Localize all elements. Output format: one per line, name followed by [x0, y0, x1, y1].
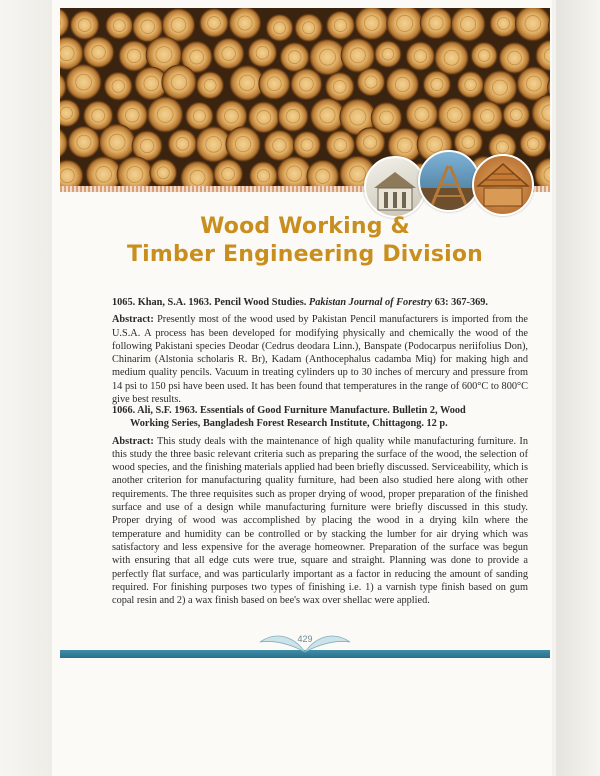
- entry-abstract: [112, 313, 528, 406]
- journal-name: Pakistan Journal of Forestry: [308, 297, 433, 308]
- entry-citation: [112, 404, 528, 431]
- thumbnail-timber-frame-image: [418, 150, 480, 212]
- citation-continuation: Working Series, Bangladesh Forest Research Institute, Chittagong. 12 p.: [130, 418, 448, 430]
- division-title-line2: Timber Engineering Division: [126, 242, 484, 267]
- citation-text: 1066. Ali, S.F. 1963. Essentials of Good Furniture Manufacture. Bulletin 2, Wood: [112, 405, 466, 416]
- page-footer: [60, 628, 550, 662]
- abstract-label: Abstract:: [112, 435, 154, 447]
- page-left-margin: [0, 0, 52, 776]
- abstract-entry-1066: [112, 404, 528, 607]
- header-banner-image: [60, 8, 550, 186]
- page-number: 429: [297, 634, 313, 644]
- thumbnail-building-image: [364, 156, 426, 218]
- thumbnail-wood-roof-image: [472, 154, 534, 216]
- entry-abstract: [112, 435, 528, 608]
- abstract-label: Abstract:: [112, 314, 154, 326]
- citation-text: 1065. Khan, S.A. 1963. Pencil Wood Studies.: [112, 297, 309, 308]
- abstract-text: This study deals with the maintenance of high quality while manufacturing furniture. In this study the three basic relevant criteria such as preparing the surface of the wood, the selection of wood species, and the finishing materials applied had been briefly discussed. Serviceability, which is another criterion for manufacturing quality furniture, had been also studied here along with other requirements. The three requisites such as proper drying of wood, proper preparation of the finished surface and use of a design while manufacturing furniture were briefly discussed in this study. Proper drying of wood was accomplished by placing the wood in a drying kiln where the temperature and humidity can be controlled or by stacking the lumber for air drying which was satisfactory and less expensive for the average homeowner. Preparation of the surface was begun with ensuring that all edge cuts were true, square and straight. Planning was done to provide a perfectly flat surface, and was particularly important as a factor in reducing the amount of sanding required. For finishing purposes two types of finishing i.e. 1) a varnish type finish based on gum copal resin and 2) a wax finish based on bee's wax over shellac were applied.: [112, 435, 528, 607]
- abstract-entry-1065: [112, 296, 528, 406]
- entry-citation: [112, 296, 528, 309]
- citation-volume-pages: 63: 367-369.: [432, 297, 488, 308]
- division-title-line1: Wood Working &: [200, 214, 410, 239]
- page-right-margin: [556, 0, 600, 776]
- stacked-logs-image: [60, 8, 550, 186]
- abstract-text: Presently most of the wood used by Pakistan Pencil manufacturers is imported from the U.S.A. A process has been developed for modifying physically and chemically the wood of the following Pakistani species Deodar (Cedrus deodara Linn.), Banspate (Podocarpus neriifolius Don), Chinarim (Alstonia scholaris R. Br), Kadam (Anthocephalus cadamba Miq) for making high and medium quality pencils. Vacuum in treating cylinders up to 30 inches of mercury and pressure from 14 psi to 150 psi have been used. It has been found that temperatures in the range of 600°C to 800°C give best results.: [112, 314, 528, 406]
